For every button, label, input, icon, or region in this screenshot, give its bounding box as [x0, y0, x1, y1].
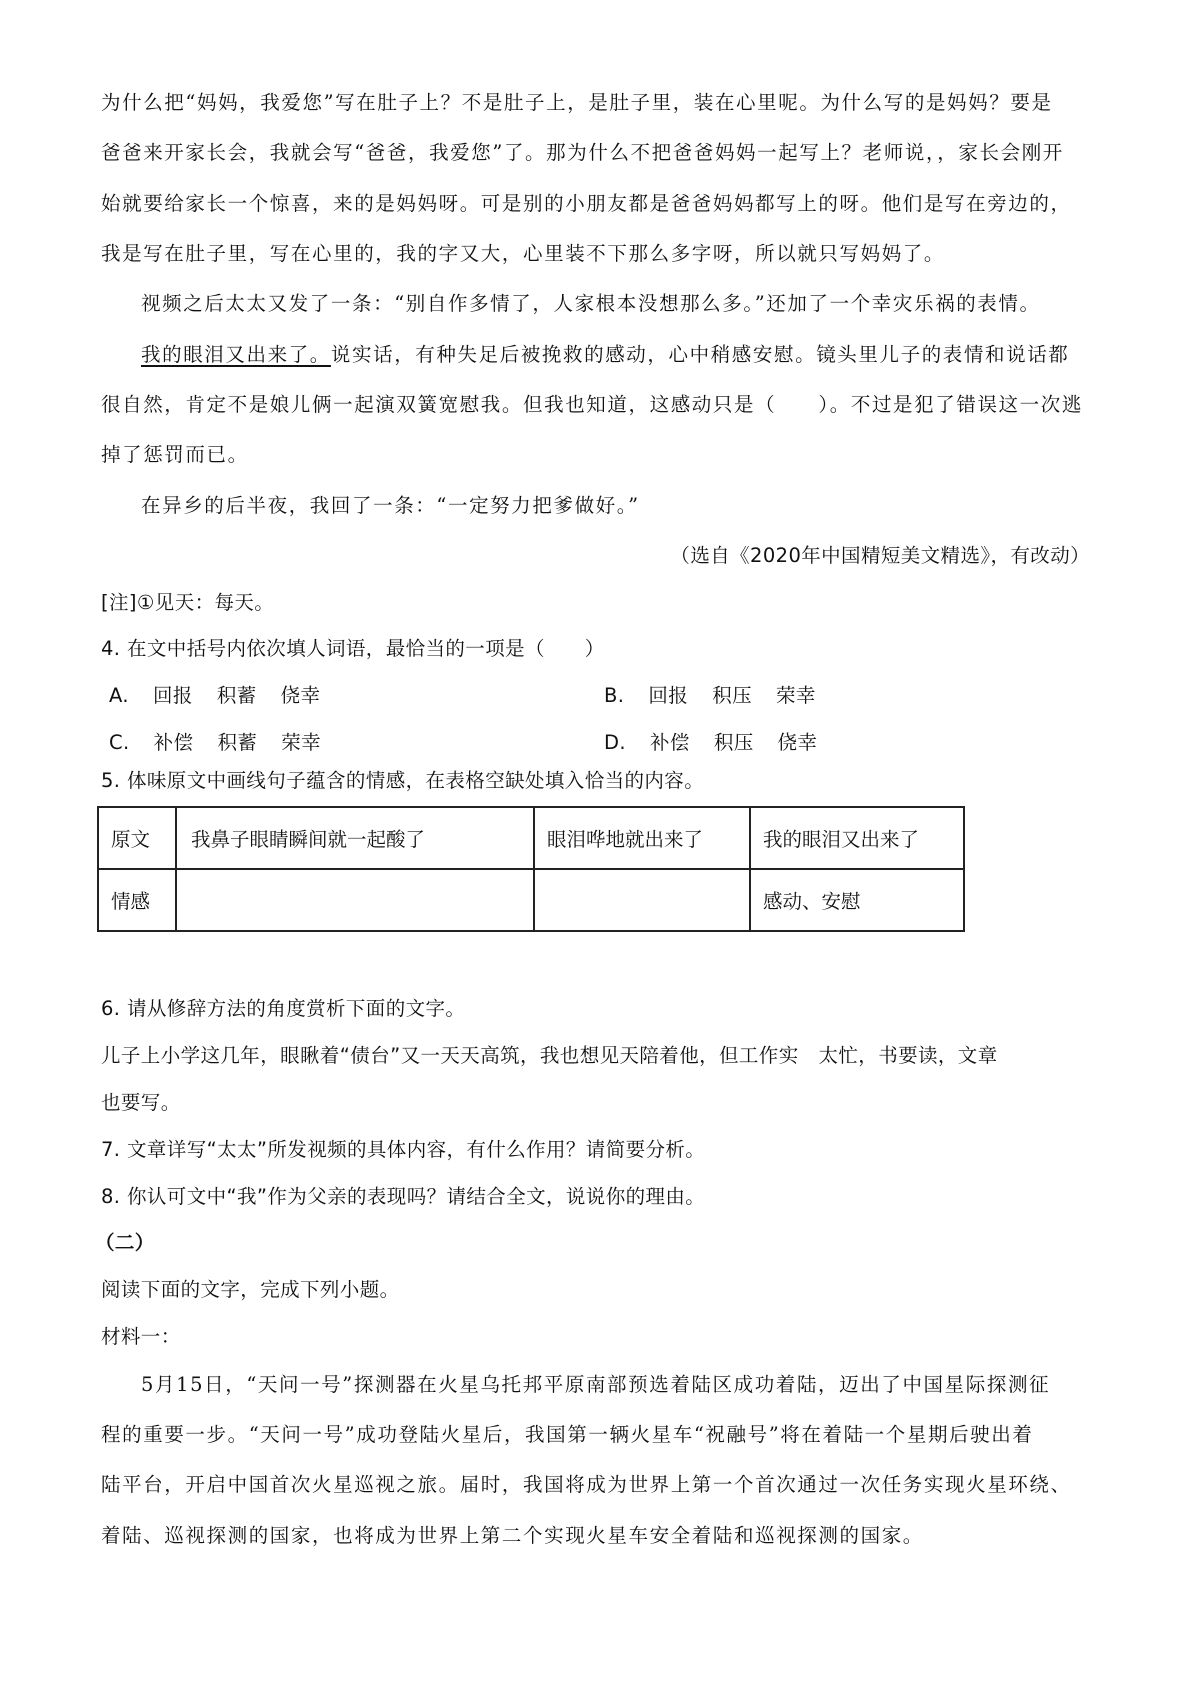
option-letter: B. [604, 684, 625, 707]
passage-p1-line3: 始就要给家长一个惊喜，来的是妈妈呀。可是别的小朋友都是爸爸妈妈都写上的呀。他们是写在旁边的， [101, 192, 1072, 215]
option-letter: A. [109, 684, 129, 707]
source-citation: （选自《2020年中国精短美文精选》，有改动） [670, 544, 1090, 567]
option-word: 荣幸 [281, 731, 322, 754]
q4-option-c[interactable] [109, 728, 345, 758]
q5-stem: 5. 体味原文中画线句子蕴含的情感，在表格空缺处填入恰当的内容。 [101, 769, 705, 792]
option-word: 积蓄 [217, 731, 258, 754]
passage-p3-line1 [141, 340, 1069, 370]
passage-p2: 视频之后太太又发了一条：“别自作多情了，人家根本没想那么多。”还加了一个幸灾乐祸的表情。 [141, 292, 1041, 315]
q4-option-a[interactable] [109, 681, 344, 711]
passage-p1-line4: 我是写在肚子里，写在心里的，我的字又大，心里装不下那么多字呀，所以就只写妈妈了。 [101, 242, 946, 265]
table-row [98, 869, 964, 931]
section-heading: （二） [95, 1231, 155, 1254]
q4-stem: 4. 在文中括号内依次填人词语，最恰当的一项是（ ） [101, 637, 605, 660]
material1-line4: 着陆、巡视探测的国家，也将成为世界上第二个实现火星车安全着陆和巡视探测的国家。 [101, 1524, 924, 1547]
option-word: 回报 [153, 684, 193, 707]
q4-option-d[interactable] [604, 728, 841, 758]
blank-answer-cell[interactable] [176, 869, 534, 931]
option-word: 补偿 [153, 731, 194, 754]
option-letter: C. [109, 731, 130, 754]
material1-line2: 程的重要一步。“天问一号”成功登陆火星后，我国第一辆火星车“祝融号”将在着陆一个星期后驶出着 [101, 1423, 1034, 1446]
q6-quote-line2: 也要写。 [101, 1091, 181, 1114]
passage-p3-line3: 掉了惩罚而已。 [101, 443, 249, 466]
material-label: 材料一： [101, 1325, 181, 1348]
table-cell: 原文 [98, 807, 176, 869]
passage-p1-line1: 为什么把“妈妈，我爱您”写在肚子上？不是肚子上，是肚子里，装在心里呢。为什么写的是妈妈？要是 [101, 91, 1053, 114]
q7-stem: 7. 文章详写“太太”所发视频的具体内容，有什么作用？请简要分析。 [101, 1138, 706, 1161]
option-word: 积蓄 [216, 684, 257, 707]
option-word: 侥幸 [777, 731, 818, 754]
table-row [98, 807, 964, 869]
table-cell: 我鼻子眼睛瞬间就一起酸了 [176, 807, 534, 869]
option-word: 荣幸 [776, 684, 816, 707]
material1-line1: 5月15日，“天问一号”探测器在火星乌托邦平原南部预选着陆区成功着陆，迈出了中国星际探测征 [141, 1373, 1051, 1396]
table-cell: 眼泪哗地就出来了 [534, 807, 750, 869]
table-cell: 感动、安慰 [750, 869, 964, 931]
option-word: 侥幸 [280, 684, 321, 707]
q8-stem: 8. 你认可文中“我”作为父亲的表现吗？请结合全文，说说你的理由。 [101, 1185, 706, 1208]
passage-p1-line2: 爸爸来开家长会，我就会写“爸爸，我爱您”了。那为什么不把爸爸妈妈一起写上？老师说，，家长会刚开 [101, 141, 1064, 164]
table-cell: 情感 [98, 869, 176, 931]
q4-option-b[interactable] [604, 681, 840, 711]
passage-p4: 在异乡的后半夜，我回了一条：“一定努力把爹做好。” [141, 494, 640, 517]
q6-stem: 6. 请从修辞方法的角度赏析下面的文字。 [101, 997, 466, 1020]
option-word: 积压 [712, 684, 753, 707]
passage-p3-line1-rest: 说实话，有种失足后被挽救的感动，心中稍感安慰。镜头里儿子的表情和说话都 [330, 343, 1070, 366]
emotion-table [97, 806, 965, 932]
footnote: [注]①见天：每天。 [101, 591, 275, 614]
blank-answer-cell[interactable] [534, 869, 750, 931]
section-instruction: 阅读下面的文字，完成下列小题。 [101, 1278, 400, 1301]
underlined-sentence: 我的眼泪又出来了。 [141, 343, 331, 366]
q6-quote-line1: 儿子上小学这几年，眼瞅着“债台”又一天天高筑，我也想见天陪着他，但工作实 太忙，书要读，文章 [101, 1044, 998, 1067]
option-word: 回报 [648, 684, 689, 707]
option-letter: D. [604, 731, 627, 754]
table-cell: 我的眼泪又出来了 [750, 807, 964, 869]
option-word: 积压 [713, 731, 754, 754]
passage-p3-line2: 很自然，肯定不是娘儿俩一起演双簧宽慰我。但我也知道，这感动只是（ ）。不过是犯了错误这一次逃 [101, 393, 1083, 416]
material1-line3: 陆平台，开启中国首次火星巡视之旅。届时，我国将成为世界上第一个首次通过一次任务实现火星环绕、 [101, 1473, 1072, 1496]
option-word: 补偿 [650, 731, 690, 754]
